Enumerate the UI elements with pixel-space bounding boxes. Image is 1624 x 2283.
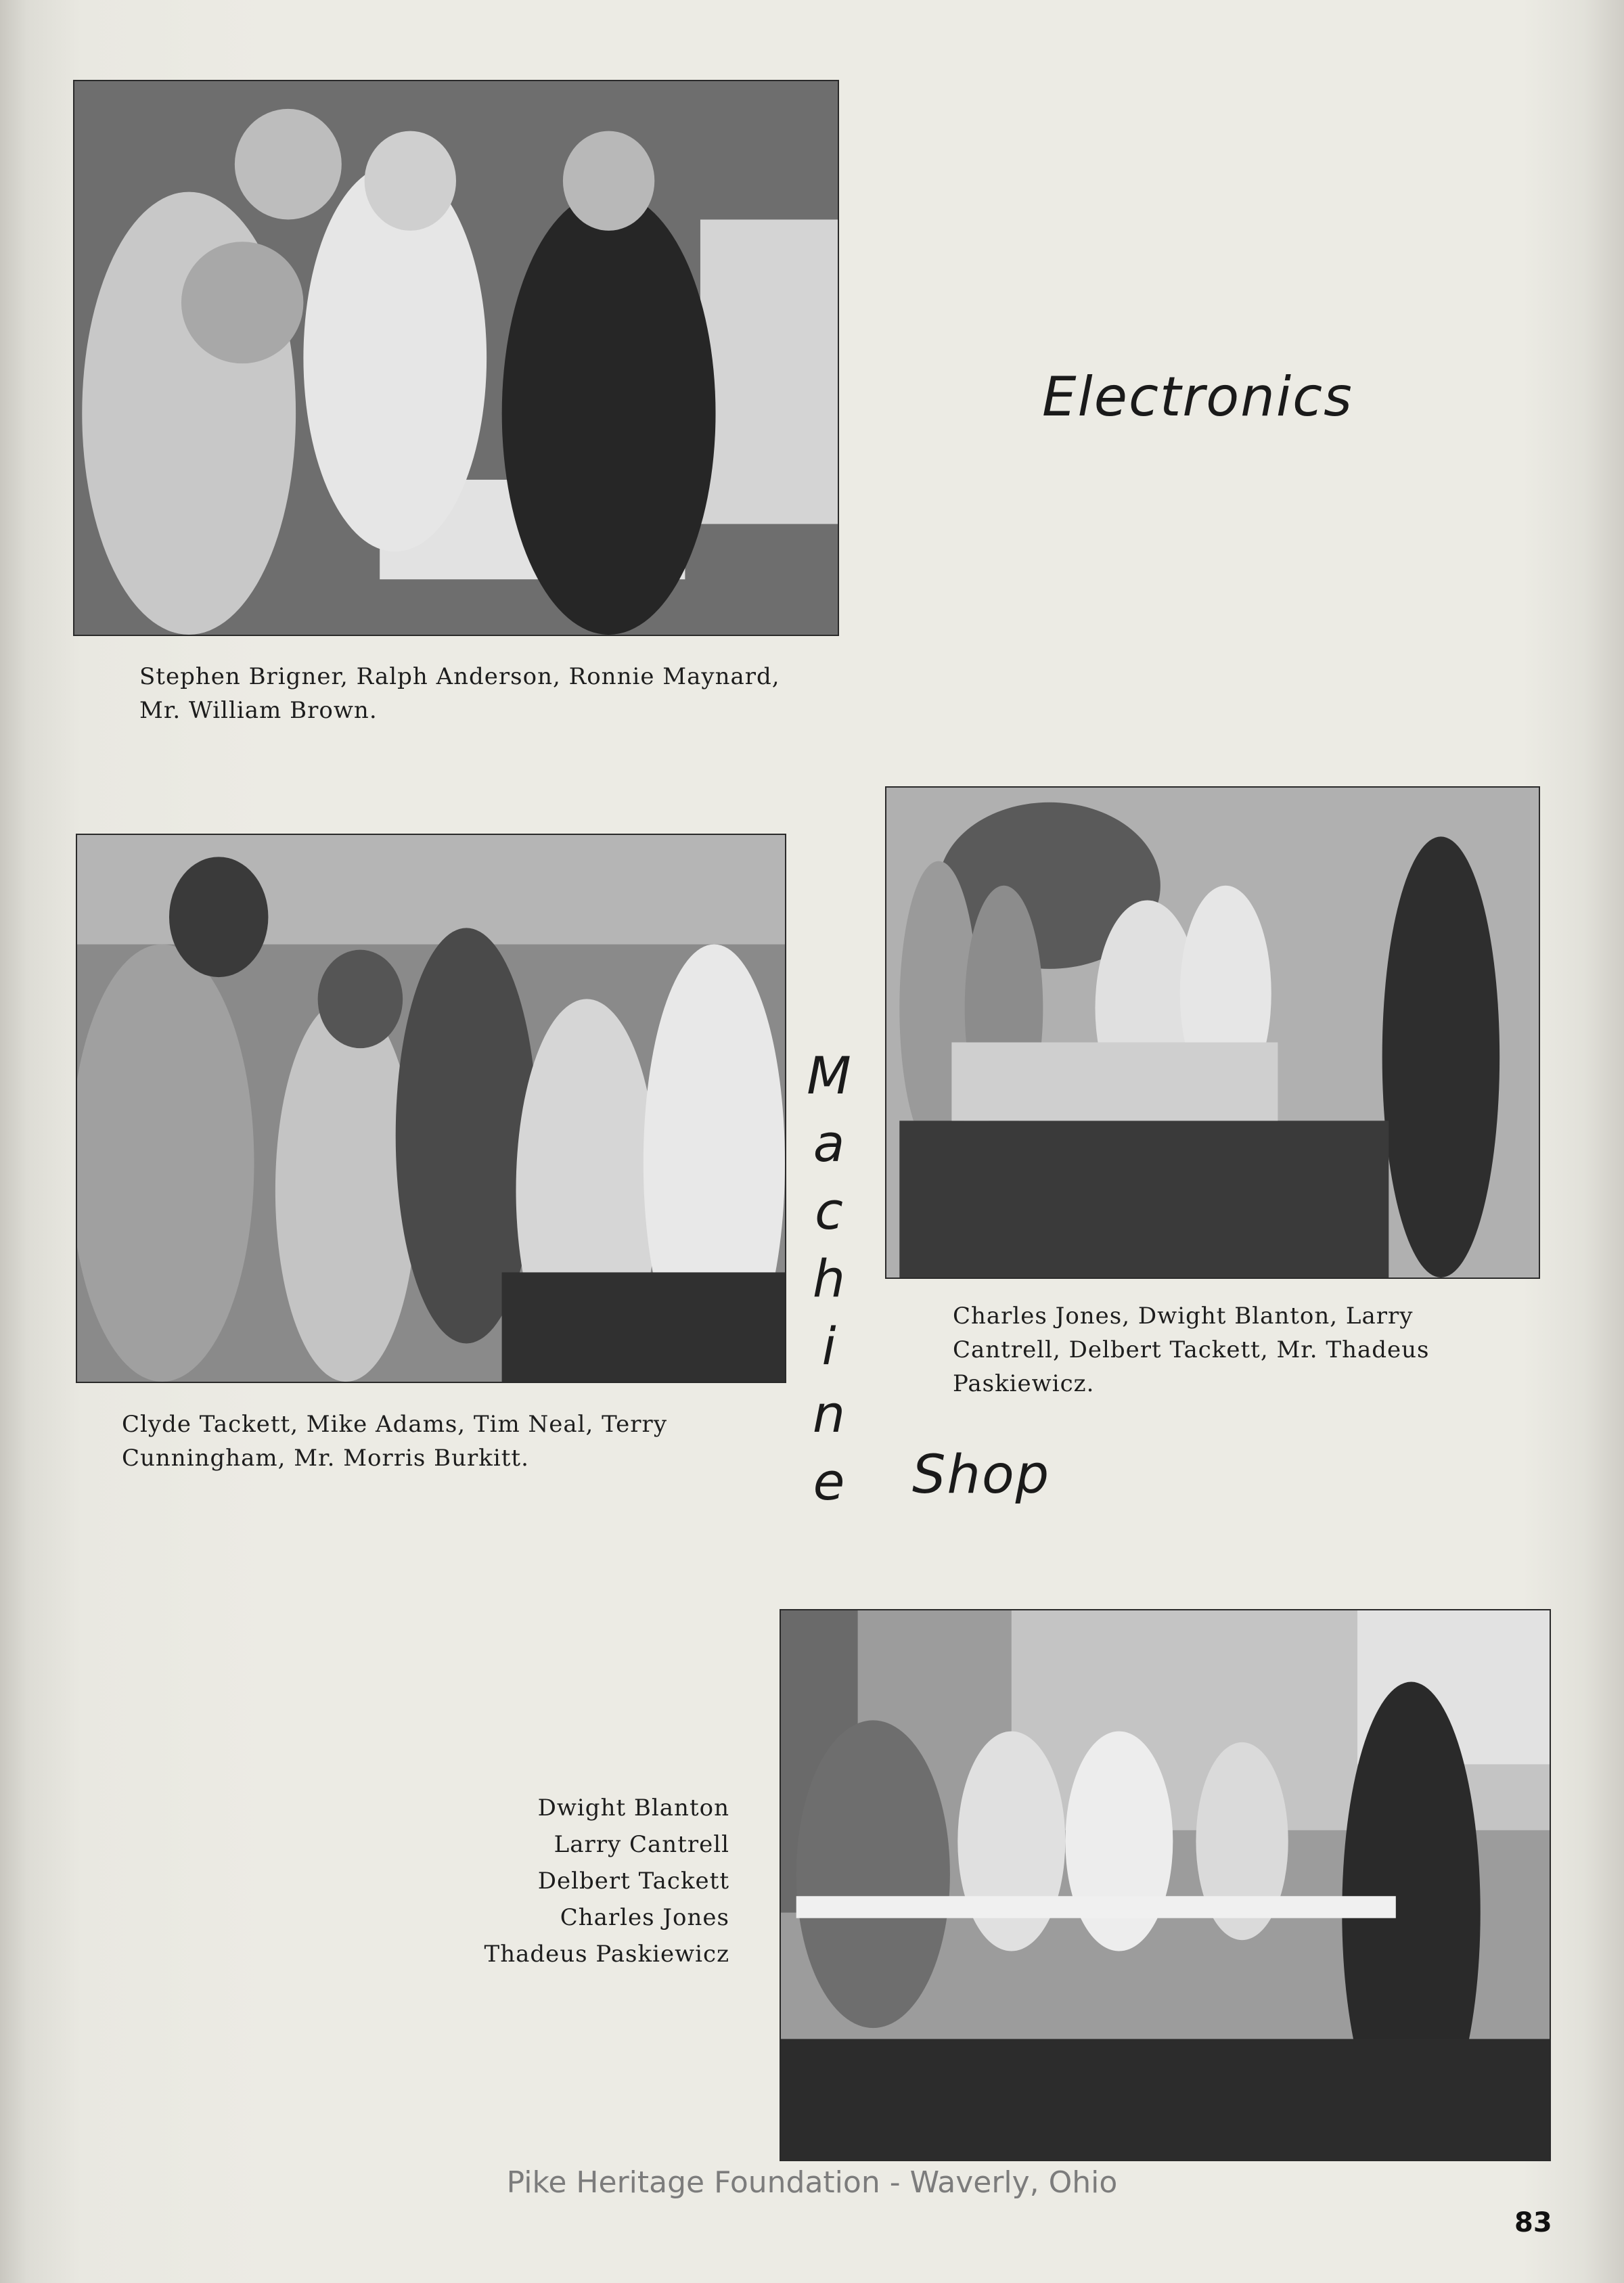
heading-letter: c (815, 1181, 843, 1241)
footer-watermark: Pike Heritage Foundation - Waverly, Ohio (506, 2165, 1118, 2200)
machine-left-caption (122, 1407, 667, 1475)
classroom-photo (780, 1609, 1551, 2161)
caption-line: Delbert Tackett (537, 1868, 729, 1895)
caption-line: Clyde Tackett, Mike Adams, Tim Neal, Terry (122, 1411, 668, 1438)
heading-letter: M (807, 1045, 851, 1106)
heading-letter: a (813, 1113, 845, 1173)
electronics-heading: Electronics (1042, 365, 1353, 428)
caption-line: Dwight Blanton (537, 1794, 729, 1822)
caption-line: Paskiewicz. (953, 1370, 1095, 1397)
caption-line: Mr. William Brown. (139, 697, 378, 724)
heading-letter: i (821, 1316, 836, 1376)
page-number: 83 (1514, 2207, 1552, 2238)
electronics-caption (139, 660, 780, 727)
heading-letter: e (813, 1451, 845, 1512)
caption-line: Cunningham, Mr. Morris Burkitt. (122, 1445, 529, 1472)
machine-right-caption (953, 1299, 1430, 1401)
caption-line: Charles Jones, Dwight Blanton, Larry (953, 1303, 1414, 1330)
caption-line: Larry Cantrell (554, 1831, 729, 1858)
electronics-photo (73, 80, 839, 636)
classroom-caption (420, 1790, 729, 1972)
caption-line: Cantrell, Delbert Tackett, Mr. Thadeus (953, 1336, 1430, 1363)
machine-vertical-heading (805, 1042, 853, 1516)
machine-shop-right-photo (885, 786, 1540, 1279)
caption-line: Stephen Brigner, Ralph Anderson, Ronnie Maynard, (139, 663, 780, 690)
shop-heading: Shop (912, 1445, 1051, 1506)
machine-shop-left-photo (76, 834, 786, 1383)
heading-letter: n (812, 1384, 846, 1444)
caption-line: Charles Jones (560, 1904, 729, 1931)
heading-letter: h (812, 1248, 846, 1309)
caption-line: Thadeus Paskiewicz (484, 1941, 729, 1968)
